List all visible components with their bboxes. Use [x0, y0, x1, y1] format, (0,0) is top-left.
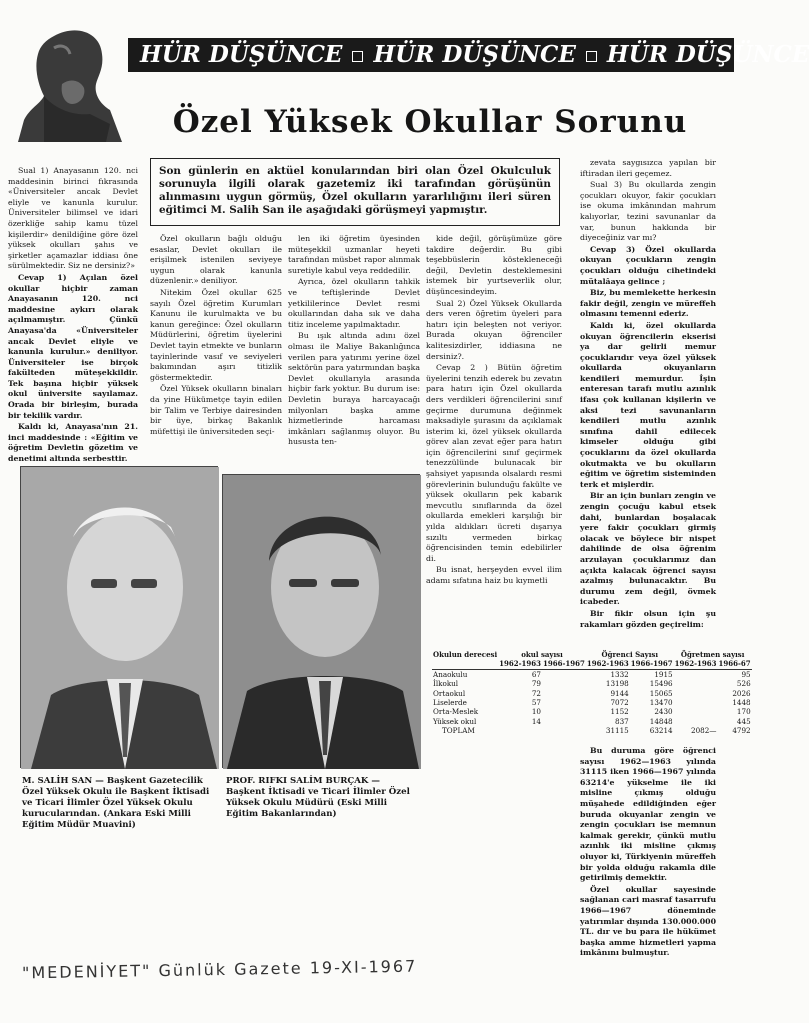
- table-cell: 79: [531, 679, 541, 689]
- table-header: okul sayısı: [521, 650, 563, 659]
- table-cell: 1332: [610, 669, 629, 679]
- table-cell: Ortaokul: [433, 688, 466, 698]
- paragraph: Bir an için bunları zengin ve zengin çocuğu kabul etsek dahi, bunlardan boşalacak yere fakir çocukları girmiş olacak ve böylece bir nispet dahilinde de olsa öğrenim arzulayan çocuklarımız dan açıkta kalacak öğrenci sayısı azalmış bulunacaktır. Bu durumu zem değil, övmek icabeder.: [580, 491, 716, 607]
- paragraph: Kaldı ki, özel okullarda okuyan öğrencilerin ekserisi ya dar gelirli memur çocuklarıdır veya özel yüksek okullarda okuyanların kendileri memurdur. İşin enteresan tarafı mutlu azınlık ifası çok kullanan kişilerin ve aksi tezi savunanların kendileri mutlu azınlık sınıfına dahil edilecek kimseler olduğu gibi çocuklarını da özel okullarda okutmakta ve bu okulların eğitim ve öğretim sisteminden terk et mişlerdir.: [580, 320, 716, 489]
- table-cell: [542, 726, 586, 735]
- table-cell: 13470: [649, 698, 673, 708]
- table-row: [432, 726, 752, 735]
- paragraph: Kaldı ki, Anayasa'nın 21. inci maddesinde : «Eğitim ve öğretim Devletin gözetim ve denetimi altında serbesttir.: [8, 422, 138, 464]
- table-cell: 837: [615, 716, 629, 726]
- square-mark-icon: [352, 51, 363, 62]
- table-cell: 1915: [654, 669, 673, 679]
- photo-rifki-salim-burcak: [222, 474, 420, 768]
- paragraph: Biz, bu memlekette herkesin fakir değil, zengin ve müreffeh olmasını temenni ederiz.: [580, 288, 716, 319]
- table-cell: [542, 707, 586, 716]
- table-header: Öğretmen sayısı: [680, 650, 745, 659]
- table-cell: 10: [531, 707, 541, 717]
- table-cell: [674, 698, 718, 707]
- table-header: 1962-1963: [674, 659, 717, 669]
- paragraph: Sual 3) Bu okullarda zengin çocukları okuyor, fakir çocukları ise okuma imkânından mahrum kalıyorlar, tezini savunanlar da var, bunun hakkında bir diyeceğiniz var mı?: [580, 180, 716, 243]
- table-cell: 13198: [605, 679, 629, 689]
- banner-label: HÜR DÜŞÜNCE: [373, 41, 576, 68]
- table-cell: 31115: [605, 726, 629, 736]
- table-cell: TOPLAM: [442, 726, 475, 736]
- table-cell: [542, 679, 586, 688]
- table-header: Öğrenci Sayısı: [601, 650, 658, 659]
- paragraph: Sual 2) Özel Yüksek Okullarda ders veren öğretim üyeleri para hatırı için beleşten not veriyor. Burada okuyan öğrenciler kalitesizdirler, iddiasına ne dersiniz?.: [426, 298, 562, 361]
- paragraph: Cevap 1) Açılan özel okullar hiçbir zaman Anayasanın 120. nci maddesine aykırı olarak açılmamıştır. Çünkü Anayasa'da «Üniversiteler ancak Devlet eliyle ve kanunla kurulur.» deniliyor. Üniversiteler ise birçok fakülteden müteşekkildir. Tek başına hiçbir yüksek okul üniversite sayılamaz. Orada bir birleşim, burada bir tekilik vardır.: [8, 272, 138, 420]
- table-cell: 57: [531, 698, 541, 708]
- table-cell: [542, 698, 586, 707]
- section-banner: [128, 38, 809, 72]
- table-header: 1962-1963: [586, 659, 629, 669]
- table-cell: [674, 707, 718, 716]
- table-cell: [674, 689, 718, 698]
- caption-salih-san: M. SALİH SAN — Başkent Gazetecilik Özel Yüksek Okulu ile Başkent İktisadi ve Ticari İlimler Özel Yüksek Okulu kurucularından. (Ankara Eski Milli Eğitim Müdür Muavini): [22, 776, 210, 830]
- table-cell: 72: [531, 688, 541, 698]
- table-cell: Liselerde: [433, 698, 467, 708]
- table-header: Okulun derecesi: [433, 650, 498, 659]
- statistics-table: [432, 650, 751, 736]
- paragraph: Özel okullar sayesinde sağlanan cari masraf tasarrufu 1966—1967 döneminde yatırımlar dışında 130.000.000 TL. dır ve bu para ile hükümet başka amme hizmetleri yapma imkânını bulmuştur.: [580, 884, 716, 958]
- paragraph: Bu duruma göre öğrenci sayısı 1962—1963 yılında 31115 iken 1966—1967 yılında 63214'e yükselme ile iki misline çıkmış olduğu müşahede edildiğinden eğer buruda okuyanlar zengin ve zengin çocukları ise memnun kalmak gerekir, çünkü mutlu azınlık iki misline çıkmış oluyor ki, Türkiyenin müreffeh bir yolda olduğu rakamla dile getirilmiş demektir.: [580, 746, 716, 883]
- table-cell: [674, 717, 718, 726]
- table-row: [432, 717, 752, 726]
- paragraph: len iki öğretim üyesinden müteşekkil uzmanlar heyeti tarafından müsbet rapor alınmak suretiyle kabul veya reddedilir.: [288, 234, 420, 275]
- table-header: 1962-1963: [499, 659, 541, 669]
- intro-box: Son günlerin en aktüel konularından biri olan Özel Okulculuk sorunuyla ilgili olarak gazetemiz iki tarafından görüşünün alınmasını uygun görmüş, Özel okulların yararlılığını ileri süren eğitimci M. Salih San ile aşağıdaki görüşmeyi yapmıştır.: [150, 158, 560, 226]
- column-right-bottom: [580, 746, 716, 958]
- table-cell: 14848: [649, 716, 673, 726]
- table-body: [432, 669, 752, 735]
- caption-rifki-burcak: PROF. RIFKI SALİM BURÇAK — Başkent İktisadi ve Ticari İlimler Özel Yüksek Okulu Müdürü (Eski Milli Eğitim Bakanlarından): [226, 776, 410, 819]
- table-cell: Yüksek okul: [433, 716, 477, 726]
- table-cell: 63214: [649, 726, 673, 736]
- article-title: Özel Yüksek Okullar Sorunu: [172, 104, 688, 140]
- column-mid-3: [426, 234, 562, 644]
- table-row: [432, 707, 752, 716]
- paragraph: Ayrıca, özel okulların tahkik ve teftişlerinde Devlet yetkililerince Devlet resmi okullarından daha sık ve daha titiz inceleme yapılmaktadır.: [288, 277, 420, 329]
- table-cell: 2430: [654, 707, 673, 717]
- paragraph: Sual 1) Anayasanın 120. nci maddesinin birinci fıkrasında «Üniversiteler ancak Devlet eliyle ve kanunla kurulur. Üniversiteler bilimsel ve idari özerkliğe sahip kamu tüzel kişilerdir» denildiğine göre özel yüksek okulları şahıs ve şirketler açamazlar iddiası öne sürülmektedir. Siz ne dersiniz?»: [8, 166, 138, 271]
- column-mid-2: [288, 234, 420, 452]
- table-cell: Orta-Meslek: [433, 707, 479, 717]
- table-cell: 2082—: [691, 726, 717, 736]
- table-cell: 9144: [610, 688, 629, 698]
- table-row: [432, 669, 752, 679]
- column-left: [8, 166, 138, 464]
- table-cell: İlkokul: [433, 679, 459, 689]
- table-cell: 15065: [649, 688, 673, 698]
- table-cell: [498, 726, 542, 735]
- paragraph: Cevap 3) Özel okullarda okuyan çocukların zengin çocukları olduğu cihetindeki mütalâaya gelince ;: [580, 244, 716, 286]
- source-note: "MEDENİYET" Günlük Gazete 19-XI-1967: [21, 956, 418, 983]
- table-cell: 15496: [649, 679, 673, 689]
- table-row: [432, 689, 752, 698]
- table-cell: 14: [531, 716, 541, 726]
- paragraph: Bu isnat, herşeyden evvel ilim adamı sıfatına haiz bu kıymetli: [426, 565, 562, 585]
- table-row: [432, 679, 752, 688]
- table-cell: [542, 717, 586, 726]
- paragraph: Bu ışık altında adını özel olması ile Maliye Bakanlığınca verilen para yatırımı yerine özel sektörün para yatırmından başka Devlet okullarıyla arasında hiçbir fark yoktur. Bu durum ise: Devletin buraya harcayacağı milyonları başka amme hizmetlerinde harcaması imkânları sağlanmış oluyor. Bu hususta ten-: [288, 331, 420, 447]
- table-cell: 7072: [610, 698, 629, 708]
- table-header: 1966-67: [718, 659, 751, 669]
- table-row: [432, 698, 752, 707]
- square-mark-icon: [586, 51, 597, 62]
- table-header: 1966-1967: [630, 659, 673, 669]
- thinker-statue-icon: [14, 24, 126, 142]
- photo-salih-san: [20, 466, 218, 768]
- table-cell: 170: [736, 707, 751, 717]
- paragraph: Bir fikir olsun için şu rakamları gözden geçirelim:: [580, 608, 716, 629]
- table-cell: [674, 669, 718, 679]
- table-cell: [542, 669, 586, 679]
- table-cell: 4792: [732, 726, 751, 736]
- table-cell: 1448: [732, 698, 751, 708]
- column-right: [580, 158, 716, 646]
- table-cell: 95: [741, 669, 751, 679]
- paragraph: kide değil, görüşümüze göre takdire değerdir. Bu gibi teşebbüslerin köstekleneceği değil, Devletin desteklemesini istemek bir yurtseverlik olur, düşüncesindeyim.: [426, 234, 562, 296]
- column-mid-1: [150, 234, 282, 452]
- banner-label: HÜR DÜŞÜNCE: [140, 41, 343, 68]
- paragraph: Özel Yüksek okulların binaları da yine Hükümetçe tayin edilen bir Talim ve Terbiye dairesinden bir üye, birkaç Bakanlık müfettişi ile üniversiteden seçi-: [150, 384, 282, 436]
- paragraph: Cevap 2 ) Bütün öğretim üyelerini tenzih ederek bu zevatın para hatırı için Özel okullarda ders verdikleri öğrencilerini sınıf geçirme durumuna değinmek maksadiyle şurasını da açıklamak isterim ki, özel yüksek okullarda görev alan zevat eğer para hatırı için öğrencilerini sınıf geçirmek tenezzülünde bulunacak bir şahsiyet yapısında olsalardı resmi görevlerinin bulunduğu fakülte ve yüksek okulların pek kabarık mevcutlu sınıflarında da özel okullarda emekleri karşılığı bir yılda aldıkları ücreti dışarıya sızıltı vermeden birkaç öğrencisinden temin edebilirler di.: [426, 363, 562, 563]
- table-cell: 1152: [610, 707, 629, 717]
- banner-label: HÜR DÜŞÜNCE: [606, 41, 809, 68]
- table-cell: 445: [736, 716, 751, 726]
- paragraph: Özel okulların bağlı olduğu esaslar, Devlet okulları ile erişilmek istenilen seviyeye uygun olarak kanunla düzenlenir.» deniliyor.: [150, 234, 282, 286]
- paragraph: Nitekim Özel okullar 625 sayılı Özel öğretim Kurumları Kanunu ile kurulmakta ve bu kanun gereğince: Özel okulların Müdürlerini, öğretim üyelerini Devlet tayin etmekte ve bunların tayinlerinde vasıf ve seviyeleri bakımından aşırı titizlik göstermektedir.: [150, 287, 282, 382]
- table-cell: [542, 689, 586, 698]
- table-cell: 67: [531, 669, 541, 679]
- table-cell: 2026: [732, 688, 751, 698]
- table-header: 1966-1967: [543, 659, 585, 669]
- table-cell: [674, 679, 718, 688]
- paragraph: zevata saygısızca yapılan bir iftiradan ileri geçemez.: [580, 158, 716, 178]
- table-cell: Anaokulu: [433, 669, 468, 679]
- table-cell: 526: [736, 679, 751, 689]
